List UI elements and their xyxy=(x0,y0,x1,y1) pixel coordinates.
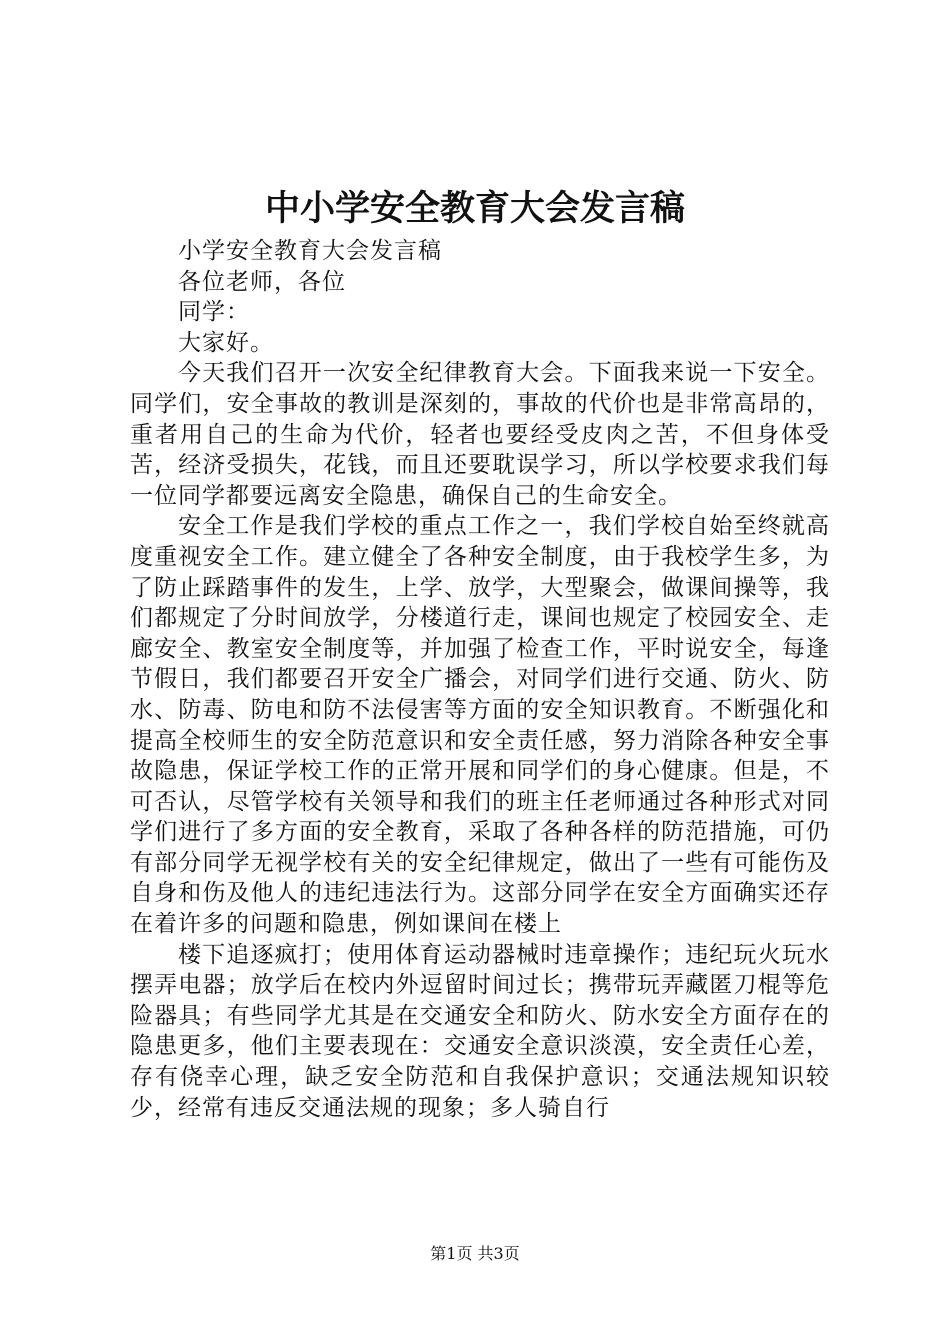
paragraph-subtitle: 小学安全教育大会发言稿 xyxy=(178,238,442,264)
document-title: 中小学安全教育大会发言稿 xyxy=(264,188,685,229)
paragraph-intro: 今天我们召开一次安全纪律教育大会。下面我来说一下安全。同学们，安全事故的教训是深刻的，事故的代价也是非常高昂的，重者用自己的生命为代价，轻者也要经受皮肉之苦，不但身体受苦，经济受损失，花钱，而且还要耽误学习，所以学校要求我们每一位同学都要远离安全隐患，确保自己的生命安全。 xyxy=(130,360,830,509)
paragraph-greeting-teachers: 各位老师，各位 xyxy=(178,268,346,295)
paragraph-school-safety-work: 安全工作是我们学校的重点工作之一，我们学校自始至终就高度重视安全工作。建立健全了各种安全制度，由于我校学生多，为了防止踩踏事件的发生，上学、放学，大型聚会，做课间操等，我们都规定了分时间放学，分楼道行走，课间也规定了校园安全、走廊安全、教室安全制度等，并加强了检查工作，平时说安全，每逢节假日，我们都要召开安全广播会，对同学们进行交通、防火、防水、防毒、防电和防不法侵害等方面的安全知识教育。不断强化和提高全校师生的安全防范意识和安全责任感，努力消除各种安全事故隐患，保证学校工作的正常开展和同学们的身心健康。但是，不可否认，尽管学校有关领导和我们的班主任老师通过各种形式对同学们进行了多方面的安全教育，采取了各种各样的防范措施，可仍有部分同学无视学校有关的安全纪律规定，做出了一些有可能伤及自身和伤及他人的违纪违法行为。这部分同学在安全方面确实还存在着许多的问题和隐患，例如课间在楼上 xyxy=(130,513,830,938)
paragraph-greeting-students: 同学： xyxy=(178,299,250,326)
paragraph-problems: 楼下追逐疯打；使用体育运动器械时违章操作；违纪玩火玩水摆弄电器；放学后在校内外逗留时间过长；携带玩弄藏匿刀棍等危险器具；有些同学尤其是在交通安全和防火、防水安全方面存在的隐患更多，他们主要表现在：交通安全意识淡漠，安全责任心差，存有侥幸心理，缺乏安全防范和自我保护意识；交通法规知识较少，经常有违反交通法规的现象；多人骑自行 xyxy=(130,941,830,1121)
paragraph-hello: 大家好。 xyxy=(178,329,274,356)
document-body xyxy=(130,236,830,1123)
page-number-footer: 第1页 共3页 xyxy=(430,1244,520,1263)
